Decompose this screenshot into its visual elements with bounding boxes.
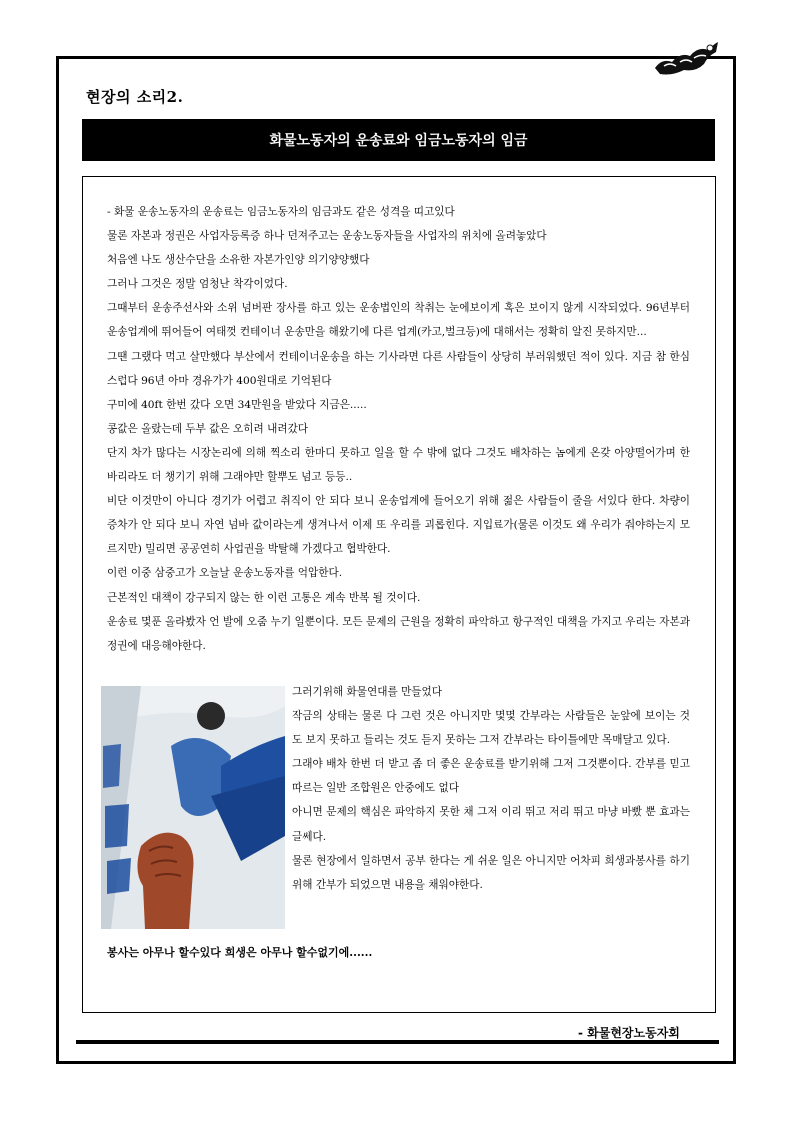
bottom-rule [76, 1040, 719, 1044]
paragraph: 물론 현장에서 일하면서 공부 한다는 게 쉬운 일은 아니지만 어차피 희생과봉사를 하기위해 간부가 되었으면 내용을 채워야한다. [292, 854, 690, 891]
article-body [107, 200, 690, 658]
paragraph: 콩값은 올랐는데 두부 값은 오히려 내려갔다 [107, 422, 309, 435]
paragraph: 그러나 그것은 정말 엄청난 착각이었다. [107, 278, 288, 291]
title-bar [82, 119, 715, 161]
paragraph: - 화물 운송노동자의 운송료는 임금노동자의 임금과도 같은 성격을 띠고있다 [107, 206, 455, 218]
paragraph: 아니면 문제의 핵심은 파악하지 못한 채 그저 이리 뛰고 저리 뛰고 마냥 바빴 뿐 효과는 글쎄다. [292, 806, 690, 843]
article-body-wrap [292, 680, 690, 897]
paragraph: 그러기위해 화물연대를 만들었다 [292, 686, 443, 698]
paragraph: 이런 이중 삼중고가 오늘날 운송노동자를 억압한다. [107, 567, 343, 580]
page-border-right [733, 56, 736, 1064]
paragraph: 근본적인 대책이 강구되지 않는 한 이런 고통은 계속 반복 될 것이다. [107, 591, 421, 604]
paragraph: 그래야 배차 한번 더 받고 좀 더 좋은 운송료를 받기위해 그저 그것뿐이다. 간부를 믿고 따르는 일반 조합원은 안중에도 없다 [292, 758, 690, 795]
paragraph: 단지 차가 많다는 시장논리에 의해 찍소리 한마디 못하고 일을 할 수 밖에 없다 그것도 배차하는 놈에게 온갖 아양떨어가며 한 바리라도 더 챙기기 위해 그래야만 할뿌도 넘고 등등.. [107, 446, 690, 484]
paragraph: 작금의 상태는 물론 다 그런 것은 아니지만 몇몇 간부라는 사람들은 눈앞에 보이는 것도 보지 못하고 들리는 것도 듣지 못하는 그저 간부라는 타이틀에만 목매달고 있다. [292, 710, 690, 747]
paragraph: 운송료 몇푼 올라봤자 언 발에 오줌 누기 일뿐이다. 모든 문제의 근원을 정확히 파악하고 항구적인 대책을 가지고 우리는 자본과 정권에 대응해야한다. [107, 615, 690, 652]
flag-fist-photo [101, 686, 285, 929]
paragraph: 물론 자본과 정권은 사업자등록증 하나 던져주고는 운송노동자들을 사업자의 위치에 올려놓았다 [107, 230, 547, 243]
paragraph: 그때부터 운송주선사와 소위 넘버판 장사를 하고 있는 운송법인의 착취는 눈에보이게 혹은 보이지 않게 시작되었다. 96년부터 운송업계에 뛰어들어 여태껏 컨테이너 운송만을 해왔기에 다른 업계(카고,벌크등)에 대해서는 정확히 알진 못하지만... [107, 302, 690, 339]
author-signature: - 화물현장노동자회 [578, 1026, 680, 1040]
hand-drawn-figure-icon [650, 38, 720, 80]
slogan: 봉사는 아무나 할수있다 희생은 아무나 할수없기에...... [107, 946, 373, 959]
paragraph: 처음엔 나도 생산수단을 소유한 자본가인양 의기양양했다 [107, 254, 370, 267]
page-title: 화물노동자의 운송료와 임금노동자의 임금 [269, 133, 528, 149]
paragraph: 비단 이것만이 아니다 경기가 어렵고 취직이 안 되다 보니 운송업계에 들어오기 위해 젊은 사람들이 줄을 서있다 한다. 차량이 증차가 안 되다 보니 자연 넘바 값이라는게 생겨나서 이제 또 우리를 괴롭힌다. 지입료가(물론 이것도 왜 우리가 줘야하는지 모르지만) 밀리면 공공연히 사업권을 박탈해 가겠다고 협박한다. [107, 495, 690, 556]
paragraph: 그땐 그랬다 먹고 살만했다 부산에서 컨테이너운송을 하는 기사라면 다른 사람들이 상당히 부러워했던 적이 있다. 지금 참 한심스럽다 96년 아마 경유가가 400원대로 기억된다 [107, 350, 690, 387]
section-label: 현장의 소리2. [86, 88, 184, 106]
paragraph: 구미에 40ft 한번 갔다 오면 34만원을 받았다 지금은..... [107, 398, 367, 411]
